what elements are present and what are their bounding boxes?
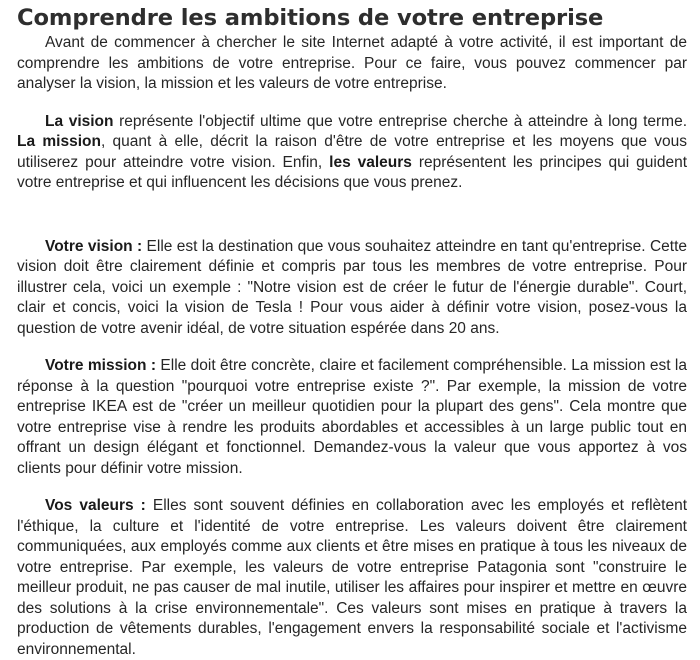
- page-title: Comprendre les ambitions de votre entreprise: [17, 5, 604, 31]
- mission-term: La mission: [17, 133, 101, 150]
- vision-text: Elle est la destination que vous souhaitez atteindre en tant qu'entreprise. Cette vision doit être clairement définie et compris par tous les membres de votre entreprise. Pour illustrer cela, voici un exemple : "Notre vision est de créer le futur de l'énergie durable". Court, clair et concis, voici la vision de Tesla ! Pour vous aider à définir votre vision, posez-vous la question de votre avenir idéal, de votre situation espérée dans 20 ans.: [17, 237, 687, 337]
- article: [17, 3, 687, 660]
- valeurs-term: les valeurs: [329, 153, 412, 171]
- mission-definition: , quant à elle, décrit la raison d'être de votre entreprise et les moyens que vous utiliserez pour atteindre votre vision. Enfin,: [17, 133, 687, 171]
- valeurs-paragraph: [17, 496, 687, 660]
- intro-paragraph: Avant de commencer à chercher le site Internet adapté à votre activité, il est important de comprendre les ambitions de votre entreprise. Pour ce faire, vous pouvez commencer par analyser la vision, la mission et les valeurs de votre entreprise.: [17, 34, 687, 92]
- valeurs-definition: représentent les principes qui guident votre entreprise et qui influencent les décisions que vous prenez.: [17, 153, 687, 191]
- vision-heading: Votre vision :: [45, 237, 143, 255]
- valeurs-heading: Vos valeurs :: [45, 497, 146, 514]
- mission-paragraph: [17, 356, 687, 479]
- mission-heading: Votre mission :: [45, 357, 157, 374]
- vision-definition: représente l'objectif ultime que votre entreprise cherche à atteindre à long terme.: [113, 112, 687, 130]
- vision-paragraph: [17, 237, 687, 340]
- vision-term: La vision: [45, 112, 114, 130]
- mission-text: Elle doit être concrète, claire et facilement compréhensible. La mission est la réponse à la question "pourquoi votre entreprise existe ?". Par exemple, la mission de votre entreprise IKEA est de "créer un meilleur quotidien pour la plupart des gens". Cela montre que votre entreprise vise à rendre les produits abordables et accessibles à un large public tout en offrant un design élégant et fonctionnel. Demandez-vous la valeur que vous apportez à vos clients pour définir votre mission.: [17, 357, 687, 477]
- valeurs-text: Elles sont souvent définies en collaboration avec les employés et reflètent l'éthique, la culture et l'identité de votre entreprise. Les valeurs doivent être clairement communiquées, aux employés comme aux clients et être mises en pratique à tous les niveaux de votre entreprise. Par exemple, les valeurs de votre entreprise Patagonia sont "construire le meilleur produit, ne pas causer de mal inutile, utiliser les affaires pour inspirer et mettre en œuvre des solutions à la crise environnementale". Ces valeurs sont mises en pratique à travers la production de vêtements durables, l'engagement envers la responsabilité sociale et l'activisme environnemental.: [17, 497, 687, 658]
- definitions-paragraph: [17, 112, 687, 194]
